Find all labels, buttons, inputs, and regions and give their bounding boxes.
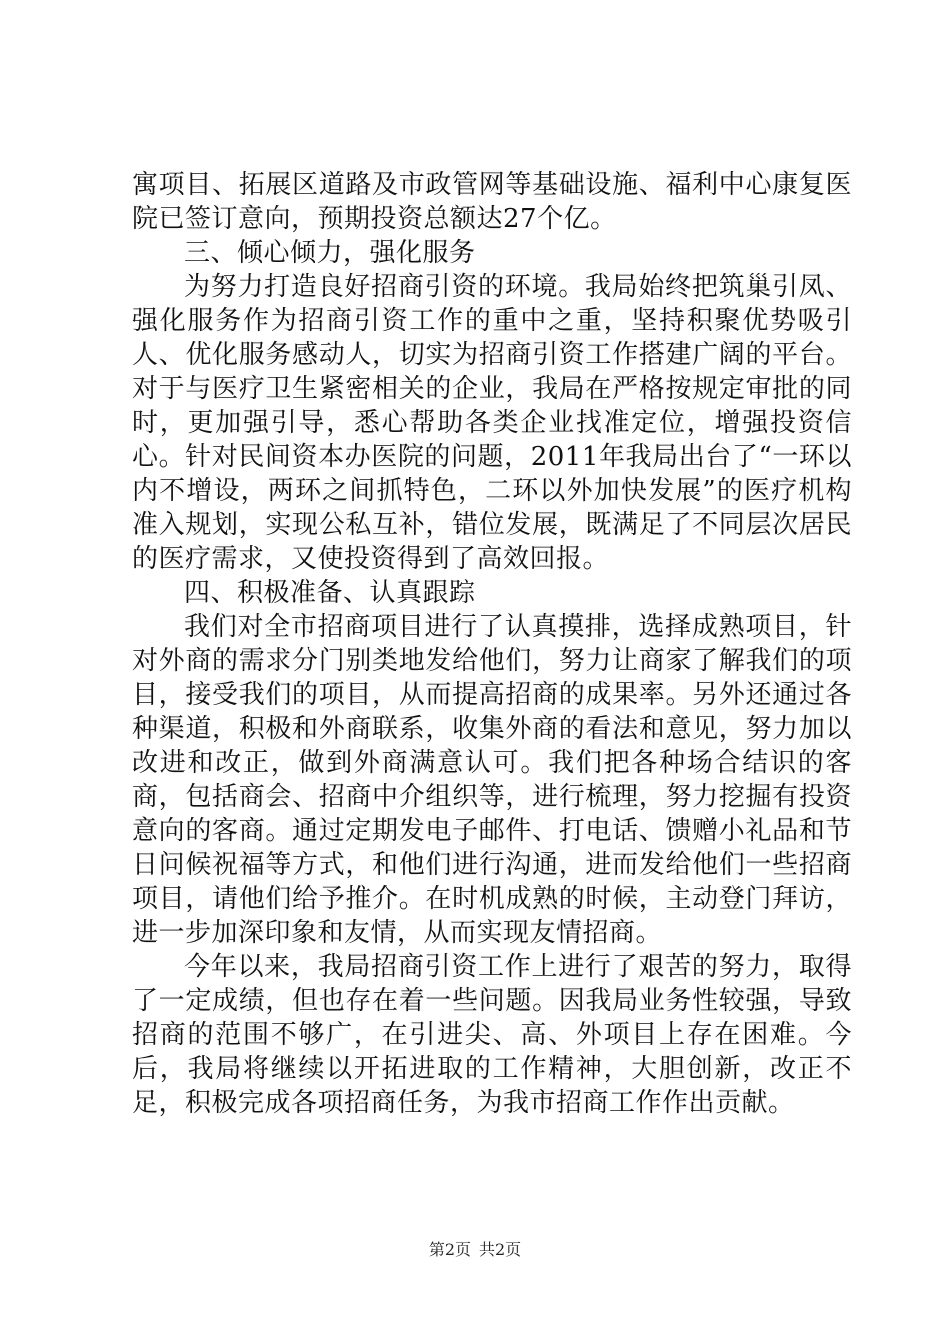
paragraph-summary: 今年以来，我局招商引资工作上进行了艰苦的努力，取得了一定成绩，但也存在着一些问题。因我局业务性较强，导致招商的范围不够广，在引进尖、高、外项目上存在困难。今后，我局将继续以开拓进取的工作精神，大胆创新，改正不足，积极完成各项招商任务，为我市招商工作作出贡献。 [132, 952, 852, 1118]
paragraph-service: 为努力打造良好招商引资的环境。我局始终把筑巢引凤、强化服务作为招商引资工作的重中之重，坚持积聚优势吸引人、优化服务感动人，切实为招商引资工作搭建广阔的平台。对于与医疗卫生紧密相关的企业，我局在严格按规定审批的同时，更加强引导，悉心帮助各类企业找准定位，增强投资信心。针对民间资本办医院的问题，2011年我局出台了“一环以内不增设，两环之间抓特色，二环以外加快发展”的医疗机构准入规划，实现公私互补，错位发展，既满足了不同层次居民的医疗需求，又使投资得到了高效回报。 [132, 272, 852, 574]
section-heading-3: 三、倾心倾力，强化服务 [184, 238, 476, 268]
document-body [132, 168, 852, 1120]
page-footer [0, 1240, 950, 1260]
paragraph-continuation: 寓项目、拓展区道路及市政管网等基础设施、福利中心康复医院已签订意向，预期投资总额达27个亿。 [132, 170, 852, 234]
page-number-current: 第2页 [428, 1240, 471, 1259]
paragraph-tracking: 我们对全市招商项目进行了认真摸排，选择成熟项目，针对外商的需求分门别类地发给他们，努力让商家了解我们的项目，接受我们的项目，从而提高招商的成果率。另外还通过各种渠道，积极和外商联系，收集外商的看法和意见，努力加以改进和改正，做到外商满意认可。我们把各种场合结识的客商，包括商会、招商中介组织等，进行梳理，努力挖掘有投资意向的客商。通过定期发电子邮件、打电话、馈赠小礼品和节日问候祝福等方式，和他们进行沟通，进而发给他们一些招商项目，请他们给予推介。在时机成熟的时候，主动登门拜访，进一步加深印象和友情，从而实现友情招商。 [132, 612, 852, 948]
section-heading-4: 四、积极准备、认真跟踪 [184, 578, 476, 608]
page-number-total: 共2页 [479, 1240, 522, 1259]
